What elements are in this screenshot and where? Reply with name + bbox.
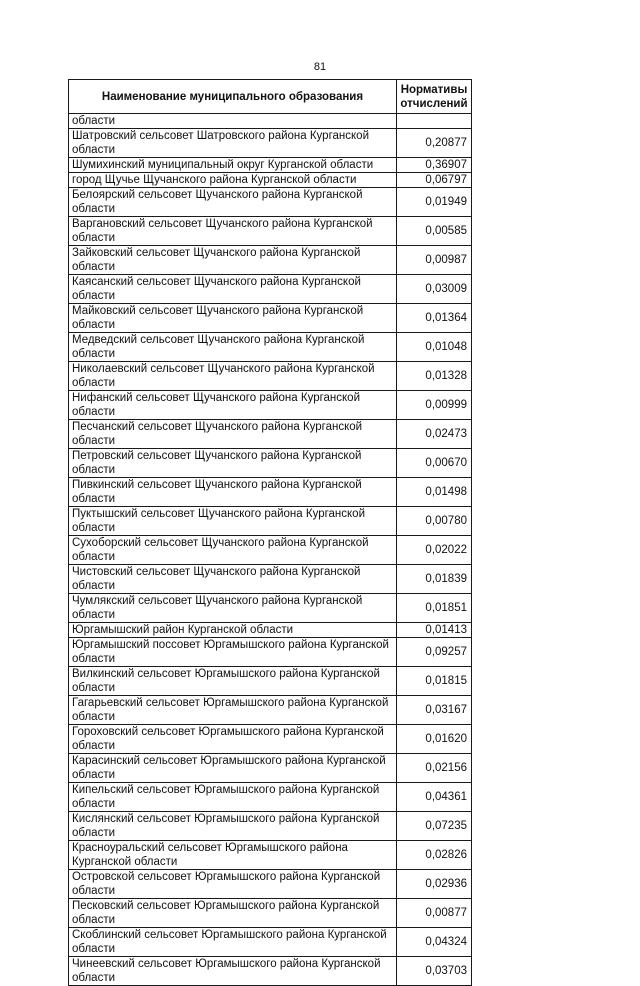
municipality-name-cell: Медведский сельсовет Щучанского района Курганской области xyxy=(69,333,397,362)
municipality-name-cell: Вилкинский сельсовет Юргамышского района Курганской области xyxy=(69,667,397,696)
table-row xyxy=(69,696,472,725)
allocation-rate-cell: 0,01498 xyxy=(397,478,472,507)
municipality-name-cell: Чумлякский сельсовет Щучанского района Курганской области xyxy=(69,594,397,623)
municipality-name-cell: Скоблинский сельсовет Юргамышского района Курганской области xyxy=(69,928,397,957)
allocation-rate-cell: 0,00780 xyxy=(397,507,472,536)
table-row xyxy=(69,217,472,246)
table-row xyxy=(69,638,472,667)
municipality-name-cell: Пивкинский сельсовет Щучанского района Курганской области xyxy=(69,478,397,507)
table-row xyxy=(69,928,472,957)
allocation-rate-cell: 0,00585 xyxy=(397,217,472,246)
table-row xyxy=(69,754,472,783)
table-row xyxy=(69,275,472,304)
allocation-rate-cell: 0,01839 xyxy=(397,565,472,594)
allocation-rate-cell: 0,02826 xyxy=(397,841,472,870)
table-row xyxy=(69,362,472,391)
table-row xyxy=(69,420,472,449)
table-row xyxy=(69,391,472,420)
municipality-name-cell: Майковский сельсовет Щучанского района Курганской области xyxy=(69,304,397,333)
allocation-rate-cell: 0,01851 xyxy=(397,594,472,623)
municipality-name-cell: Красноуральский сельсовет Юргамышского района Курганской области xyxy=(69,841,397,870)
allocation-rate-cell: 0,04324 xyxy=(397,928,472,957)
allocation-rate-cell: 0,07235 xyxy=(397,812,472,841)
table-row xyxy=(69,870,472,899)
municipality-name-cell: Шумихинский муниципальный округ Курганской области xyxy=(69,158,397,173)
table-row xyxy=(69,667,472,696)
allocation-rate-cell: 0,01364 xyxy=(397,304,472,333)
allocation-table xyxy=(68,79,472,986)
allocation-rate-cell: 0,09257 xyxy=(397,638,472,667)
table-row xyxy=(69,899,472,928)
municipality-name-cell: Юргамышский поссовет Юргамышского района Курганской области xyxy=(69,638,397,667)
municipality-name-cell: Каясанский сельсовет Щучанского района Курганской области xyxy=(69,275,397,304)
municipality-name-cell: Варгановский сельсовет Щучанского района Курганской области xyxy=(69,217,397,246)
table-row xyxy=(69,114,472,129)
municipality-name-cell: Юргамышский район Курганской области xyxy=(69,623,397,638)
table-row xyxy=(69,725,472,754)
allocation-rate-cell: 0,02022 xyxy=(397,536,472,565)
table-row xyxy=(69,783,472,812)
allocation-rate-cell: 0,02473 xyxy=(397,420,472,449)
allocation-rate-cell: 0,20877 xyxy=(397,129,472,158)
allocation-rate-cell: 0,01949 xyxy=(397,188,472,217)
allocation-rate-cell: 0,00999 xyxy=(397,391,472,420)
table-row xyxy=(69,957,472,986)
table-body xyxy=(69,114,472,986)
municipality-name-cell: Сухоборский сельсовет Щучанского района Курганской области xyxy=(69,536,397,565)
municipality-name-cell: Песковский сельсовет Юргамышского района Курганской области xyxy=(69,899,397,928)
municipality-name-cell: Карасинский сельсовет Юргамышского района Курганской области xyxy=(69,754,397,783)
municipality-name-cell: Островской сельсовет Юргамышского района Курганской области xyxy=(69,870,397,899)
table-row xyxy=(69,623,472,638)
municipality-name-cell: Николаевский сельсовет Щучанского района Курганской области xyxy=(69,362,397,391)
table-row xyxy=(69,246,472,275)
table-row xyxy=(69,333,472,362)
table-row xyxy=(69,565,472,594)
municipality-name-cell: Кипельский сельсовет Юргамышского района Курганской области xyxy=(69,783,397,812)
allocation-rate-cell: 0,06797 xyxy=(397,173,472,188)
allocation-rate-cell: 0,00987 xyxy=(397,246,472,275)
allocation-table-container xyxy=(68,79,471,986)
header-allocation-rate: Нормативы отчислений xyxy=(397,80,472,114)
table-row xyxy=(69,812,472,841)
table-row xyxy=(69,173,472,188)
allocation-rate-cell: 0,02936 xyxy=(397,870,472,899)
table-row xyxy=(69,536,472,565)
allocation-rate-cell: 0,00877 xyxy=(397,899,472,928)
allocation-rate-cell: 0,03167 xyxy=(397,696,472,725)
allocation-rate-cell: 0,01815 xyxy=(397,667,472,696)
table-header-row xyxy=(69,80,472,114)
table-row xyxy=(69,841,472,870)
municipality-name-cell: Кислянский сельсовет Юргамышского района Курганской области xyxy=(69,812,397,841)
table-row xyxy=(69,507,472,536)
allocation-rate-cell: 0,04361 xyxy=(397,783,472,812)
header-municipality-name: Наименование муниципального образования xyxy=(69,80,397,114)
municipality-name-cell: Петровский сельсовет Щучанского района Курганской области xyxy=(69,449,397,478)
table-row xyxy=(69,304,472,333)
municipality-name-cell: Пуктышский сельсовет Щучанского района Курганской области xyxy=(69,507,397,536)
table-row xyxy=(69,478,472,507)
municipality-name-cell: области xyxy=(69,114,397,129)
allocation-rate-cell: 0,01620 xyxy=(397,725,472,754)
municipality-name-cell: Чистовский сельсовет Щучанского района Курганской области xyxy=(69,565,397,594)
allocation-rate-cell xyxy=(397,114,472,129)
municipality-name-cell: Гороховский сельсовет Юргамышского района Курганской области xyxy=(69,725,397,754)
allocation-rate-cell: 0,03009 xyxy=(397,275,472,304)
municipality-name-cell: Чинеевский сельсовет Юргамышского района Курганской области xyxy=(69,957,397,986)
allocation-rate-cell: 0,01048 xyxy=(397,333,472,362)
page-number: 81 xyxy=(313,61,327,73)
municipality-name-cell: Зайковский сельсовет Щучанского района Курганской области xyxy=(69,246,397,275)
municipality-name-cell: Гагарьевский сельсовет Юргамышского района Курганской области xyxy=(69,696,397,725)
table-row xyxy=(69,594,472,623)
allocation-rate-cell: 0,36907 xyxy=(397,158,472,173)
allocation-rate-cell: 0,03703 xyxy=(397,957,472,986)
allocation-rate-cell: 0,02156 xyxy=(397,754,472,783)
municipality-name-cell: Белоярский сельсовет Щучанского района Курганской области xyxy=(69,188,397,217)
table-row xyxy=(69,158,472,173)
allocation-rate-cell: 0,01328 xyxy=(397,362,472,391)
municipality-name-cell: Шатровский сельсовет Шатровского района Курганской области xyxy=(69,129,397,158)
municipality-name-cell: Нифанский сельсовет Щучанского района Курганской области xyxy=(69,391,397,420)
municipality-name-cell: Песчанский сельсовет Щучанского района Курганской области xyxy=(69,420,397,449)
table-row xyxy=(69,129,472,158)
table-row xyxy=(69,188,472,217)
table-row xyxy=(69,449,472,478)
allocation-rate-cell: 0,01413 xyxy=(397,623,472,638)
allocation-rate-cell: 0,00670 xyxy=(397,449,472,478)
municipality-name-cell: город Щучье Щучанского района Курганской области xyxy=(69,173,397,188)
